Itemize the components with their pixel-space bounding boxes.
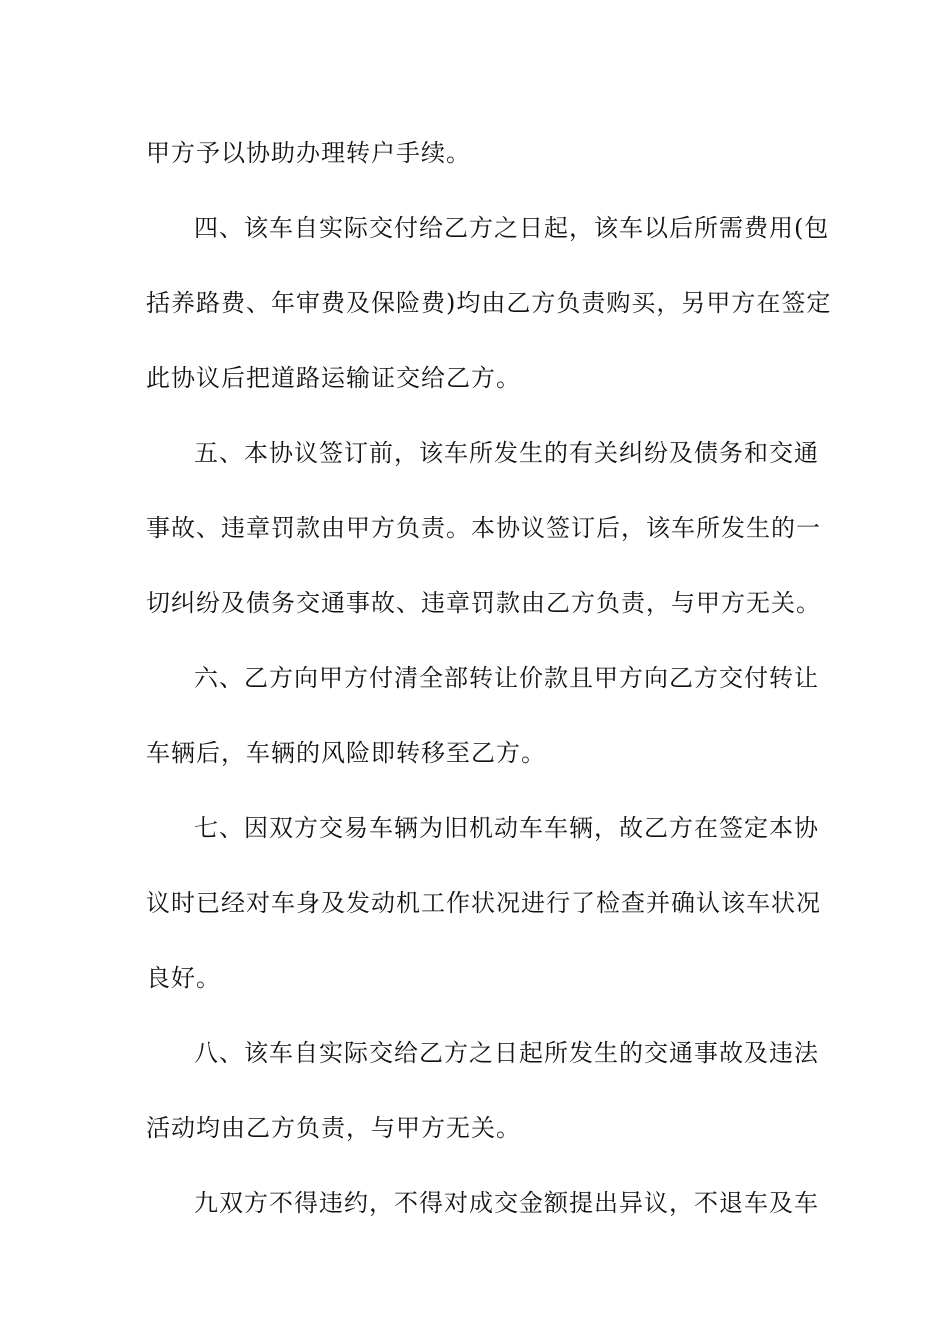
clause-5-line-2: 事故、违章罚款由甲方负责。本协议签订后，该车所发生的一 bbox=[146, 514, 821, 542]
clause-6-line-2: 车辆后，车辆的风险即转移至乙方。 bbox=[146, 739, 546, 767]
clause-7-line-1: 七、因双方交易车辆为旧机动车车辆，故乙方在签定本协 bbox=[194, 814, 819, 842]
clause-4-line-1: 四、该车自实际交付给乙方之日起，该车以后所需费用(包 bbox=[194, 214, 830, 242]
clause-7-line-3: 良好。 bbox=[146, 964, 221, 992]
clause-9-line-1: 九双方不得违约，不得对成交金额提出异议，不退车及车 bbox=[194, 1189, 819, 1217]
clause-4-line-2: 括养路费、年审费及保险费)均由乙方负责购买，另甲方在签定 bbox=[146, 289, 832, 317]
clause-7-line-2: 议时已经对车身及发动机工作状况进行了检查并确认该车状况 bbox=[146, 889, 821, 917]
clause-6-line-1: 六、乙方向甲方付清全部转让价款且甲方向乙方交付转让 bbox=[194, 664, 819, 692]
clause-8-line-2: 活动均由乙方负责，与甲方无关。 bbox=[146, 1114, 521, 1142]
text-line: 甲方予以协助办理转户手续。 bbox=[146, 139, 471, 167]
clause-4-line-3: 此协议后把道路运输证交给乙方。 bbox=[146, 364, 521, 392]
clause-5-line-1: 五、本协议签订前，该车所发生的有关纠纷及债务和交通 bbox=[194, 439, 819, 467]
clause-8-line-1: 八、该车自实际交给乙方之日起所发生的交通事故及违法 bbox=[194, 1039, 819, 1067]
clause-5-line-3: 切纠纷及债务交通事故、违章罚款由乙方负责，与甲方无关。 bbox=[146, 589, 821, 617]
